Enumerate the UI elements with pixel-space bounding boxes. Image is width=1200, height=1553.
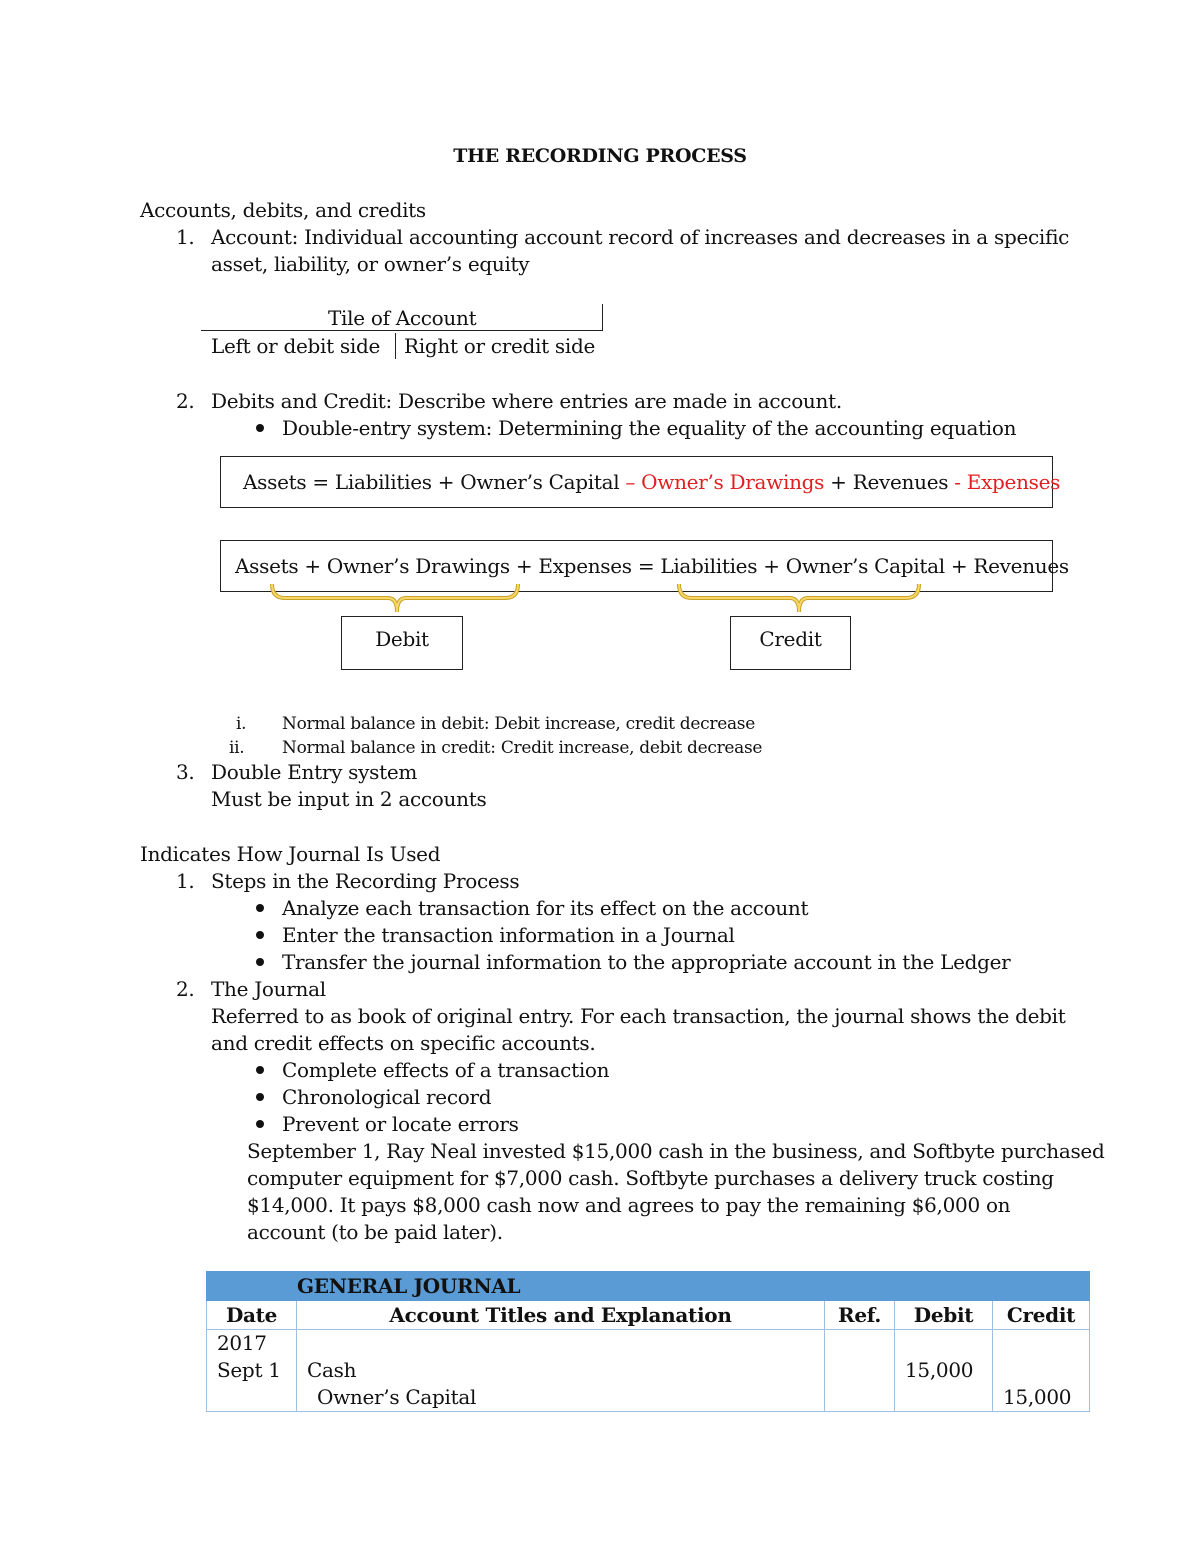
brace-svg [0,580,1200,620]
date: Sept 1 [217,1358,281,1382]
journal-feature-chronological: Chronological record [282,1085,492,1109]
journal-feature-errors: Prevent or locate errors [282,1112,519,1136]
equation-part-drawings: – Owner’s Drawings [625,470,825,494]
journal-title: GENERAL JOURNAL [297,1272,1090,1301]
steps-heading: Steps in the Recording Process [211,869,520,893]
header-debit: Debit [895,1301,993,1330]
equation-part-revenues: + Revenues [824,470,955,494]
account-definition-line1: Account: Individual accounting account record of increases and decreases in a specific [211,225,1070,249]
bullet-icon [256,1093,264,1101]
normal-balance-debit: Normal balance in debit: Debit increase, credit decrease [282,714,755,734]
expanded-equation-text: Assets + Owner’s Drawings + Expenses = Liabilities + Owner’s Capital + Revenues [235,554,1069,578]
accounting-equation-box [220,456,1061,508]
equation-part-expenses: - Expenses [954,470,1061,494]
credit-brace-highlight-icon [679,584,919,612]
account-cell [297,1330,825,1412]
example-line4: account (to be paid later). [247,1220,503,1244]
journal-feature-complete: Complete effects of a transaction [282,1058,610,1082]
header-ref: Ref. [825,1301,895,1330]
page-title: THE RECORDING PROCESS [453,145,747,167]
double-entry-note: Must be input in 2 accounts [211,787,487,811]
general-journal-table [206,1271,1090,1412]
journal-desc-line1: Referred to as book of original entry. For each transaction, the journal shows the debit [211,1004,1066,1028]
header-credit: Credit [993,1301,1090,1330]
section-heading-journal: Indicates How Journal Is Used [140,842,441,866]
account-definition-line2: asset, liability, or owner’s equity [211,252,530,276]
step-transfer: Transfer the journal information to the appropriate account in the Ledger [282,950,1011,974]
table-row [207,1330,1090,1412]
debit-box [341,616,463,670]
example-line1: September 1, Ray Neal invested $15,000 cash in the business, and Softbyte purchased [247,1139,1105,1163]
debits-credits-definition: Debits and Credit: Describe where entries are made in account. [211,389,842,413]
section-heading-accounts: Accounts, debits, and credits [140,198,426,222]
credit-label: Credit [759,627,822,651]
normal-balance-credit: Normal balance in credit: Credit increase, debit decrease [282,738,763,758]
t-account-title: Tile of Account [328,306,477,330]
bullet-icon [256,958,264,966]
roman-numeral: i. [236,714,247,734]
roman-numeral: ii. [229,738,245,758]
year: 2017 [217,1331,267,1355]
debit-cell [895,1330,993,1412]
date-cell [207,1330,297,1412]
double-entry-heading: Double Entry system [211,760,418,784]
list-number: 2. [176,389,195,413]
list-number: 1. [176,225,195,249]
header-date: Date [207,1301,297,1330]
credit-box [730,616,851,670]
list-number: 1. [176,869,195,893]
t-account-left-side: Left or debit side [211,334,381,358]
debit-amount: 15,000 [905,1358,974,1382]
list-number: 3. [176,760,195,784]
journal-header-row [207,1301,1090,1330]
credit-amount: 15,000 [1003,1385,1072,1409]
t-account-divider [395,333,396,359]
bullet-icon [256,424,264,432]
list-number: 2. [176,977,195,1001]
debit-account: Cash [307,1358,357,1382]
t-account-right-side: Right or credit side [404,334,595,358]
t-account-top-line [201,330,603,331]
journal-heading: The Journal [211,977,326,1001]
journal-desc-line2: and credit effects on specific accounts. [211,1031,596,1055]
step-enter: Enter the transaction information in a Journal [282,923,735,947]
bullet-icon [256,1120,264,1128]
equation-part-assets: Assets = Liabilities + Owner’s Capital [243,470,626,494]
bullet-icon [256,931,264,939]
double-entry-bullet: Double-entry system: Determining the equality of the accounting equation [282,416,1017,440]
step-analyze: Analyze each transaction for its effect on the account [282,896,809,920]
t-account-title-border [602,304,603,330]
example-line3: $14,000. It pays $8,000 cash now and agrees to pay the remaining $6,000 on [247,1193,1011,1217]
bullet-icon [256,904,264,912]
journal-title-spacer [207,1272,297,1301]
journal-title-row [207,1272,1090,1301]
header-account-titles: Account Titles and Explanation [297,1301,825,1330]
example-line2: computer equipment for $7,000 cash. Softbyte purchases a delivery truck costing [247,1166,1054,1190]
credit-account: Owner’s Capital [317,1385,477,1409]
ref-cell [825,1330,895,1412]
debit-label: Debit [375,627,429,651]
credit-cell [993,1330,1090,1412]
bullet-icon [256,1066,264,1074]
